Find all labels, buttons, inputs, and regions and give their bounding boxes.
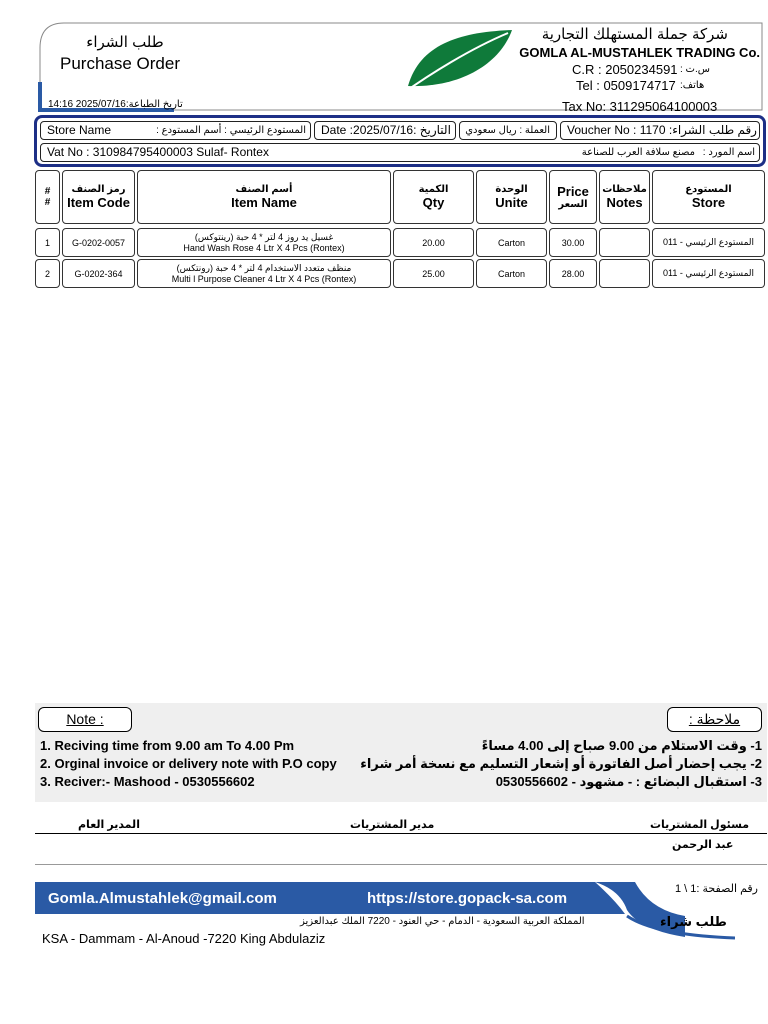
col-header-store-ar: المستودع: [685, 184, 732, 195]
cr-label-arabic: س.ت :: [680, 64, 710, 75]
table-row-1-notes: [599, 228, 650, 257]
note-en-3: 3. Reciver:- Mashood - 0530556602: [40, 774, 255, 789]
page-number: رقم الصفحة :1 \ 1: [675, 883, 758, 895]
col-header-unit: [476, 170, 547, 224]
leaf-logo-icon: [400, 24, 515, 96]
col-header-notes-ar: ملاحظات: [602, 184, 647, 195]
vat-number: Vat No : 310984795400003 Sulaf- Rontex: [47, 145, 269, 159]
footer-website[interactable]: https://store.gopack-sa.com: [367, 890, 568, 907]
doc-type-label: طلب شراء: [660, 914, 727, 929]
print-date: 14:16 2025/07/16:تاريخ الطباعة: [48, 99, 183, 110]
table-row-2-code: G-0202-364: [62, 259, 135, 288]
note-en-1: 1. Reciving time from 9.00 am To 4.00 Pm: [40, 738, 295, 753]
col-header-item-code-en: Item Code: [67, 195, 130, 210]
table-row-2-price: 28.00: [549, 259, 597, 288]
table-row-2-name: [137, 259, 391, 288]
title-arabic: طلب الشراء: [86, 34, 164, 51]
col-header-qty-en: Qty: [422, 195, 445, 210]
company-name: GOMLA AL-MUSTAHLEK TRADING Co.: [519, 45, 760, 60]
order-info-box: [34, 115, 766, 167]
footer-address: KSA - Dammam - Al-Anoud -7220 King Abdulaziz: [42, 931, 326, 946]
col-header-price-ar: السعر: [558, 199, 588, 210]
table-row-2-number: 2: [35, 259, 60, 288]
voucher-field: Voucher No : 1170 :رقم طلب الشراء: [560, 121, 760, 140]
page-title: Purchase Order: [60, 54, 180, 73]
table-row-1-code: G-0202-0057: [62, 228, 135, 257]
note-ar-2: 2- يجب إحضار أصل الفاتورة أو إشعار التسليم مع نسخة أمر شراء: [360, 756, 762, 771]
phone-label-arabic: هاتف:: [680, 80, 705, 91]
signature-divider: [35, 833, 767, 834]
col-header-price-en: Price: [557, 184, 589, 199]
col-header-qty-ar: الكمية: [418, 184, 449, 195]
table-row-1-price: 30.00: [549, 228, 597, 257]
col-header-item-code-ar: رمز الصنف: [71, 184, 126, 195]
col-header-item-name-en: Item Name: [231, 195, 297, 210]
note-label: Note :: [38, 707, 132, 732]
col-header-qty: [393, 170, 474, 224]
signature-purchasing-officer: مسئول المشتريات: [650, 819, 750, 831]
table-row-1-name-ar: غسيل يد روز 4 لتر * 4 حبة (رينتوكس): [194, 232, 334, 242]
store-name-label: Store Name: [47, 123, 112, 137]
notes-section: [35, 703, 767, 802]
note-en-2: 2. Orginal invoice or delivery note with P.O copy: [40, 756, 337, 771]
col-header-number-ar: #: [44, 186, 51, 197]
col-header-item-code: [62, 170, 135, 224]
col-header-price: [549, 170, 597, 224]
cr-number: C.R : 2050234591: [572, 62, 678, 77]
table-row-1-number: 1: [35, 228, 60, 257]
table-row-1-name-en: Hand Wash Rose 4 Ltr X 4 Pcs (Rontex): [183, 243, 345, 253]
supplier-name: مصنع سلافة العرب للصناعة: [581, 147, 695, 158]
supplier-label: اسم المورد :: [702, 147, 755, 158]
signature-general-manager: المدير العام: [78, 819, 140, 831]
col-header-store-en: Store: [691, 195, 726, 210]
col-header-unit-en: Unite: [495, 195, 528, 210]
vat-supplier-field: [40, 143, 760, 162]
signature-purchasing-manager: مدير المشتريات: [350, 819, 435, 831]
col-header-item-name-ar: أسم الصنف: [235, 184, 293, 195]
note-ar-3: 3- استقبال البضائع : - مشهود - 0530556602: [495, 774, 762, 789]
table-row-2-store: المستودع الرئيسي - 011: [652, 259, 765, 288]
col-header-number-en: #: [44, 197, 51, 208]
table-row-1-qty: 20.00: [393, 228, 474, 257]
phone-number: Tel : 0509174717: [576, 78, 676, 93]
table-row-2-unit: Carton: [476, 259, 547, 288]
tax-number: Tax No: 311295064100003: [562, 99, 718, 114]
date-field: Date :2025/07/16: التاريخ: [314, 121, 456, 140]
currency-field: العملة : ريال سعودي: [459, 121, 557, 140]
officer-name: عبد الرحمن: [672, 839, 734, 851]
store-name-field: [40, 121, 311, 140]
table-row-1-store: المستودع الرئيسي - 011: [652, 228, 765, 257]
table-row-2-notes: [599, 259, 650, 288]
table-row-2-name-en: Multi l Purpose Cleaner 4 Ltr X 4 Pcs (Rontex): [171, 274, 357, 284]
table-row-2-qty: 25.00: [393, 259, 474, 288]
table-row-1-unit: Carton: [476, 228, 547, 257]
col-header-unit-ar: الوحدة: [495, 184, 528, 195]
col-header-notes-en: Notes: [606, 195, 643, 210]
note-label-arabic: ملاحظة :: [667, 707, 762, 732]
col-header-number: [35, 170, 60, 224]
col-header-store: [652, 170, 765, 224]
footer-address-arabic: المملكة العربية السعودية - الدمام - حي العنود - 7220 الملك عبدالعزيز: [300, 916, 585, 927]
signature-divider-2: [35, 864, 767, 865]
table-row-2-name-ar: منظف متعدد الاستخدام 4 لتر * 4 حبة (رونتكس): [176, 263, 352, 273]
store-name-value: المستودع الرئيسي : أسم المستودع :: [156, 125, 306, 136]
col-header-item-name: [137, 170, 391, 224]
company-name-arabic: شركة جملة المستهلك التجارية: [541, 26, 728, 43]
col-header-notes: [599, 170, 650, 224]
table-row-1-name: [137, 228, 391, 257]
note-ar-1: 1- وقت الاستلام من 9.00 صباح إلى 4.00 مساءً: [481, 738, 762, 753]
footer-email[interactable]: Gomla.Almustahlek@gmail.com: [48, 890, 277, 907]
